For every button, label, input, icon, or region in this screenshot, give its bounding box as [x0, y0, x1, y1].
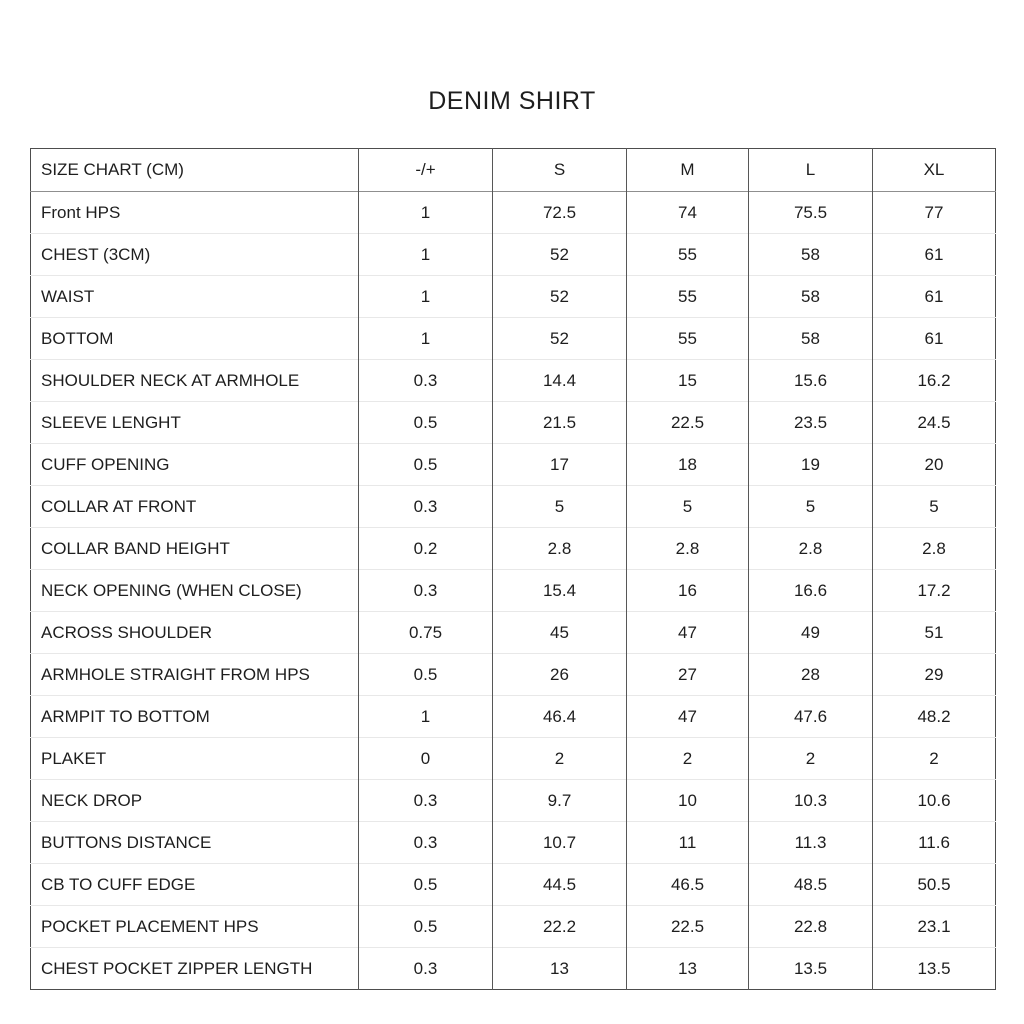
table-row [31, 192, 996, 234]
measurement-value-cell: 2 [749, 738, 873, 780]
measurement-value-cell: 2 [873, 738, 996, 780]
measurement-label-cell: CUFF OPENING [31, 444, 359, 486]
measurement-label-cell: Front HPS [31, 192, 359, 234]
measurement-value-cell: 77 [873, 192, 996, 234]
measurement-label-cell: PLAKET [31, 738, 359, 780]
measurement-value-cell: 0.5 [359, 906, 493, 948]
measurement-value-cell: 1 [359, 234, 493, 276]
measurement-value-cell: 55 [627, 276, 749, 318]
measurement-label-cell: CHEST POCKET ZIPPER LENGTH [31, 948, 359, 990]
measurement-value-cell: 1 [359, 318, 493, 360]
measurement-value-cell: 24.5 [873, 402, 996, 444]
measurement-label-cell: BOTTOM [31, 318, 359, 360]
measurement-value-cell: 48.2 [873, 696, 996, 738]
measurement-value-cell: 52 [493, 276, 627, 318]
measurement-value-cell: 26 [493, 654, 627, 696]
measurement-value-cell: 11.3 [749, 822, 873, 864]
measurement-label-cell: NECK DROP [31, 780, 359, 822]
table-body [31, 192, 996, 990]
measurement-label-cell: WAIST [31, 276, 359, 318]
measurement-value-cell: 0.3 [359, 948, 493, 990]
measurement-label-cell: ARMHOLE STRAIGHT FROM HPS [31, 654, 359, 696]
measurement-value-cell: 72.5 [493, 192, 627, 234]
header-cell-size-m: M [627, 149, 749, 192]
measurement-value-cell: 51 [873, 612, 996, 654]
table-row [31, 780, 996, 822]
measurement-value-cell: 61 [873, 276, 996, 318]
measurement-value-cell: 0.5 [359, 654, 493, 696]
measurement-value-cell: 2.8 [749, 528, 873, 570]
measurement-value-cell: 1 [359, 192, 493, 234]
measurement-value-cell: 0.5 [359, 864, 493, 906]
measurement-value-cell: 49 [749, 612, 873, 654]
measurement-value-cell: 1 [359, 276, 493, 318]
measurement-value-cell: 61 [873, 234, 996, 276]
measurement-value-cell: 21.5 [493, 402, 627, 444]
table-row [31, 402, 996, 444]
measurement-value-cell: 5 [749, 486, 873, 528]
measurement-value-cell: 0 [359, 738, 493, 780]
measurement-value-cell: 11.6 [873, 822, 996, 864]
measurement-value-cell: 27 [627, 654, 749, 696]
table-row [31, 864, 996, 906]
table-row [31, 738, 996, 780]
measurement-value-cell: 55 [627, 234, 749, 276]
measurement-value-cell: 0.3 [359, 486, 493, 528]
measurement-value-cell: 22.5 [627, 402, 749, 444]
page-title: DENIM SHIRT [428, 87, 596, 115]
header-cell-size-l: L [749, 149, 873, 192]
header-cell-tolerance: -/+ [359, 149, 493, 192]
measurement-label-cell: CB TO CUFF EDGE [31, 864, 359, 906]
measurement-value-cell: 13.5 [749, 948, 873, 990]
measurement-label-cell: ACROSS SHOULDER [31, 612, 359, 654]
measurement-value-cell: 15 [627, 360, 749, 402]
measurement-value-cell: 19 [749, 444, 873, 486]
measurement-value-cell: 10.6 [873, 780, 996, 822]
measurement-value-cell: 17 [493, 444, 627, 486]
table-row [31, 654, 996, 696]
table-row [31, 234, 996, 276]
measurement-value-cell: 0.5 [359, 402, 493, 444]
header-cell-size-chart: SIZE CHART (CM) [41, 160, 184, 179]
measurement-value-cell: 10.7 [493, 822, 627, 864]
table-row [31, 486, 996, 528]
measurement-value-cell: 13 [627, 948, 749, 990]
measurement-value-cell: 46.5 [627, 864, 749, 906]
measurement-value-cell: 48.5 [749, 864, 873, 906]
measurement-value-cell: 2.8 [493, 528, 627, 570]
measurement-value-cell: 0.75 [359, 612, 493, 654]
measurement-value-cell: 0.3 [359, 780, 493, 822]
measurement-value-cell: 52 [493, 234, 627, 276]
measurement-value-cell: 11 [627, 822, 749, 864]
header-cell-size-s: S [493, 149, 627, 192]
measurement-label-cell: CHEST (3CM) [31, 234, 359, 276]
measurement-value-cell: 15.6 [749, 360, 873, 402]
measurement-value-cell: 61 [873, 318, 996, 360]
measurement-value-cell: 58 [749, 318, 873, 360]
table-row [31, 318, 996, 360]
measurement-value-cell: 2 [627, 738, 749, 780]
table-row [31, 612, 996, 654]
measurement-value-cell: 17.2 [873, 570, 996, 612]
table-row [31, 696, 996, 738]
table-row [31, 906, 996, 948]
measurement-value-cell: 58 [749, 234, 873, 276]
measurement-value-cell: 75.5 [749, 192, 873, 234]
measurement-value-cell: 47.6 [749, 696, 873, 738]
measurement-value-cell: 0.2 [359, 528, 493, 570]
measurement-value-cell: 0.3 [359, 570, 493, 612]
measurement-value-cell: 29 [873, 654, 996, 696]
measurement-value-cell: 18 [627, 444, 749, 486]
header-row [31, 149, 996, 192]
measurement-value-cell: 55 [627, 318, 749, 360]
measurement-value-cell: 2 [493, 738, 627, 780]
measurement-label-cell: NECK OPENING (WHEN CLOSE) [31, 570, 359, 612]
measurement-value-cell: 14.4 [493, 360, 627, 402]
table-row [31, 948, 996, 990]
measurement-value-cell: 0.5 [359, 444, 493, 486]
measurement-label-cell: BUTTONS DISTANCE [31, 822, 359, 864]
measurement-value-cell: 9.7 [493, 780, 627, 822]
measurement-value-cell: 13.5 [873, 948, 996, 990]
size-chart-table [30, 148, 996, 990]
measurement-value-cell: 52 [493, 318, 627, 360]
table-row [31, 276, 996, 318]
measurement-value-cell: 5 [873, 486, 996, 528]
measurement-value-cell: 47 [627, 612, 749, 654]
measurement-value-cell: 5 [493, 486, 627, 528]
measurement-value-cell: 5 [627, 486, 749, 528]
table-header [31, 149, 996, 192]
measurement-value-cell: 2.8 [873, 528, 996, 570]
measurement-value-cell: 44.5 [493, 864, 627, 906]
measurement-value-cell: 74 [627, 192, 749, 234]
measurement-value-cell: 58 [749, 276, 873, 318]
measurement-value-cell: 0.3 [359, 360, 493, 402]
measurement-value-cell: 22.2 [493, 906, 627, 948]
measurement-value-cell: 16.6 [749, 570, 873, 612]
table-row [31, 444, 996, 486]
measurement-value-cell: 0.3 [359, 822, 493, 864]
measurement-label-cell: POCKET PLACEMENT HPS [31, 906, 359, 948]
table-row [31, 822, 996, 864]
measurement-value-cell: 50.5 [873, 864, 996, 906]
measurement-value-cell: 2.8 [627, 528, 749, 570]
measurement-value-cell: 47 [627, 696, 749, 738]
measurement-value-cell: 22.8 [749, 906, 873, 948]
measurement-value-cell: 45 [493, 612, 627, 654]
measurement-value-cell: 20 [873, 444, 996, 486]
measurement-label-cell: SHOULDER NECK AT ARMHOLE [31, 360, 359, 402]
measurement-label-cell: SLEEVE LENGHT [31, 402, 359, 444]
measurement-value-cell: 23.5 [749, 402, 873, 444]
measurement-label-cell: ARMPIT TO BOTTOM [31, 696, 359, 738]
measurement-label-cell: COLLAR BAND HEIGHT [31, 528, 359, 570]
measurement-value-cell: 23.1 [873, 906, 996, 948]
measurement-value-cell: 15.4 [493, 570, 627, 612]
measurement-value-cell: 16.2 [873, 360, 996, 402]
table-row [31, 360, 996, 402]
measurement-value-cell: 16 [627, 570, 749, 612]
measurement-value-cell: 10 [627, 780, 749, 822]
header-cell-size-xl: XL [873, 149, 996, 192]
table-row [31, 528, 996, 570]
measurement-value-cell: 46.4 [493, 696, 627, 738]
measurement-value-cell: 10.3 [749, 780, 873, 822]
measurement-value-cell: 1 [359, 696, 493, 738]
table-row [31, 570, 996, 612]
measurement-label-cell: COLLAR AT FRONT [31, 486, 359, 528]
measurement-value-cell: 13 [493, 948, 627, 990]
measurement-value-cell: 22.5 [627, 906, 749, 948]
measurement-value-cell: 28 [749, 654, 873, 696]
